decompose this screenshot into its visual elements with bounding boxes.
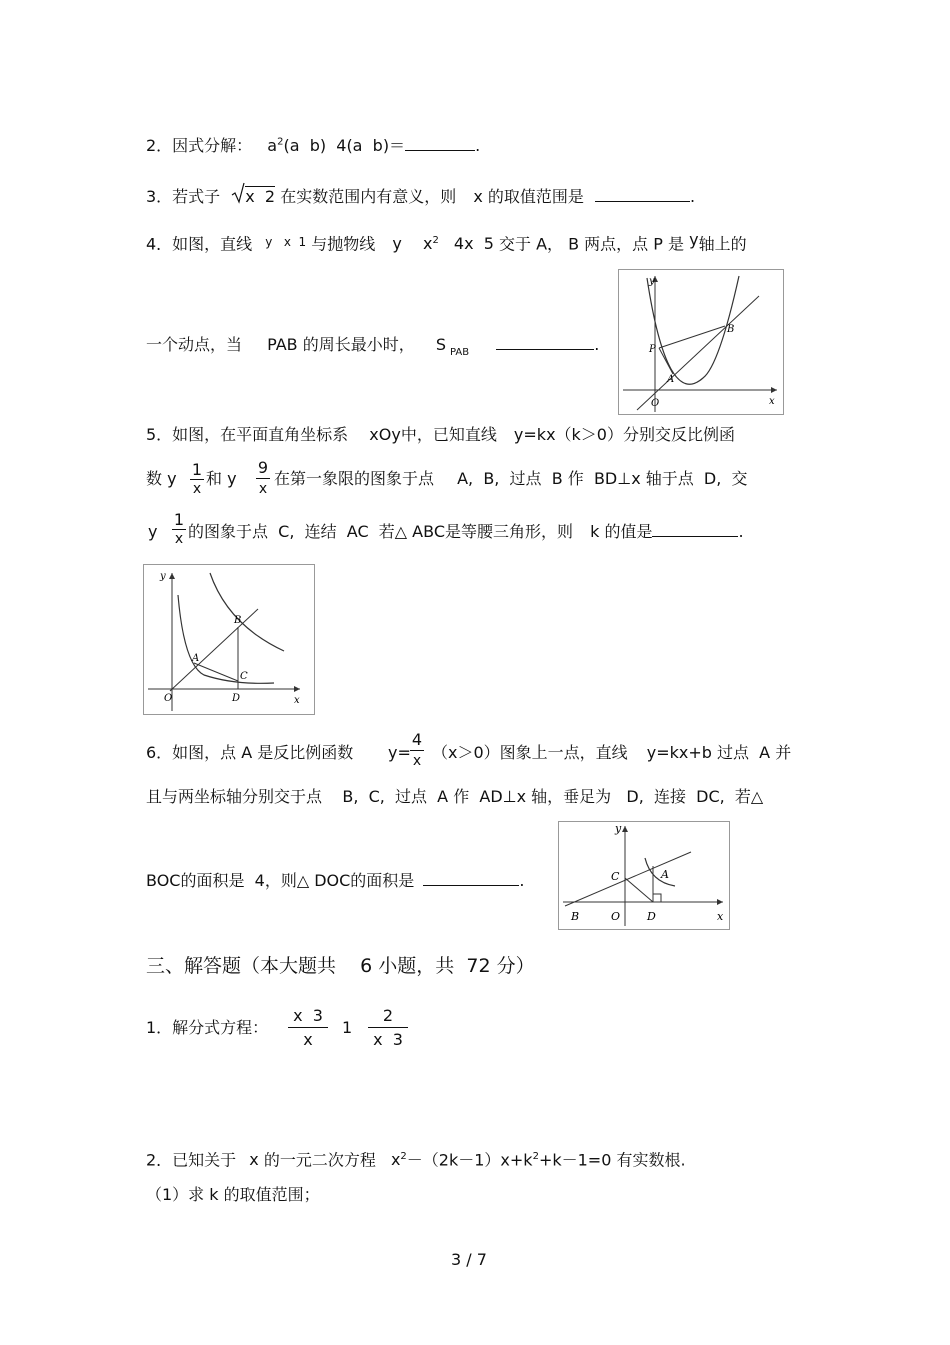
- q6-line-y-kx-b: [565, 852, 691, 906]
- q5-points: A, B, 过点 B 作 BD⊥x 轴于点 D, 交: [457, 469, 748, 488]
- q5-x-arrow-icon: [294, 686, 300, 692]
- sqrt-radical: [231, 186, 275, 205]
- radical-sign-icon: [231, 182, 245, 204]
- q5-fraction-2: [256, 460, 270, 496]
- question-4-line-1: [146, 230, 747, 254]
- q6-figure: [558, 821, 730, 930]
- q5-first-quadrant: 在第一象限的图象于点: [274, 469, 435, 488]
- q5-f3-numerator: 1: [173, 510, 185, 529]
- q5-intro: 5．如图，在平面直角坐标系: [146, 425, 349, 444]
- q6-area-text: BOC的面积是 4，则△ DOC的面积是: [146, 871, 415, 890]
- q6-axes-text: 且与两坐标轴分别交于点 B, C, 过点 A 作 AD⊥x 轴，垂足为 D, 连接 DC, 若△: [146, 787, 764, 806]
- q5-f2-numerator: 9: [257, 458, 269, 477]
- q3-answer-blank: [595, 187, 690, 202]
- q5-label-o: O: [164, 693, 173, 704]
- s2-eq-x: x: [390, 1150, 401, 1170]
- q4-with-parabola: 与抛物线: [311, 234, 376, 254]
- q5-label-c: C: [240, 671, 248, 682]
- q5-k-value: k 的值是: [590, 522, 653, 541]
- q4-y-axis-var: y: [689, 230, 699, 250]
- q4-parabola-y: y: [392, 234, 402, 254]
- s1-one: 1: [342, 1018, 353, 1037]
- q5-line3-y: y: [148, 522, 158, 541]
- q4-parabola-rest: 4x 5: [453, 234, 494, 254]
- q5-curve-9-over-x: [210, 573, 284, 651]
- q5-known-line: 中，已知直线: [400, 425, 497, 444]
- q3-period: .: [689, 187, 696, 206]
- q4-exponent: 2: [432, 235, 439, 246]
- s2-eq-end: +k－1=0 有实数根.: [538, 1150, 686, 1170]
- s2-eq-mid: －（2k－1）x+k: [406, 1150, 533, 1170]
- q4-answer-blank: [496, 335, 594, 350]
- q5-xoy: xOy: [369, 425, 401, 444]
- section-3-title: 三、解答题（本大题共 6 小题，共 72 分）: [146, 955, 535, 977]
- q2-number: 2．因式分解：: [146, 136, 253, 155]
- q4-segment-pa: [659, 348, 673, 374]
- q5-label-d: D: [232, 693, 241, 704]
- q6-label-d: D: [647, 910, 656, 923]
- s2-quadratic-text: 的一元二次方程: [263, 1150, 376, 1170]
- question-4-line-2: [146, 335, 600, 358]
- q4-label-y: y: [649, 276, 655, 287]
- q4-on-axis: 轴上的: [698, 234, 747, 254]
- q6-y-arrow-icon: [622, 826, 628, 832]
- q2-period: .: [475, 136, 481, 155]
- q4-parabola-curve: [647, 276, 739, 384]
- q5-label-x: x: [294, 695, 300, 706]
- q5-label-y: y: [160, 571, 166, 582]
- q2-exponent: 2: [277, 136, 284, 148]
- q4-graph: [619, 270, 783, 414]
- q6-f-denominator: x: [412, 753, 422, 769]
- q4-perimeter-text: PAB 的周长最小时，: [267, 335, 415, 354]
- solution-1-label: 1．解分式方程：: [146, 1018, 269, 1037]
- s1-fraction-2: [368, 1008, 408, 1048]
- q3-text: 在实数范围内有意义，则: [280, 187, 457, 206]
- q6-label-x: x: [717, 910, 724, 923]
- q5-isosceles-text: 的图象于点 C, 连结 AC 若△ ABC是等腰三角形，则: [188, 522, 573, 541]
- q5-label-a: A: [192, 653, 200, 664]
- q3-number: 3．若式子: [146, 187, 221, 206]
- q4-intersect-text: 交于 A， B 两点，点 P 是: [499, 234, 685, 254]
- s2-exponent: 2: [400, 1151, 407, 1162]
- s1-f1-numerator: x 3: [293, 1006, 323, 1025]
- q6-right-angle-icon: [653, 894, 661, 902]
- question-6-line-2: [146, 789, 763, 805]
- q5-and-y: 和 y: [206, 469, 237, 488]
- q4-figure: [618, 269, 784, 415]
- q6-label-o: O: [611, 910, 621, 923]
- q6-x-arrow-icon: [717, 899, 723, 905]
- page-number: [451, 1252, 487, 1268]
- solution-2-line-1: [146, 1152, 686, 1168]
- s1-f1-denominator: x: [303, 1030, 313, 1049]
- q4-label-a: A: [667, 374, 675, 385]
- q5-graph: [144, 565, 314, 714]
- q2-answer-blank: [405, 136, 475, 151]
- q6-y-equals: y=: [388, 743, 411, 762]
- q3-text2: 的取值范围是: [487, 187, 584, 206]
- question-5-line-2b: [274, 471, 748, 487]
- q4-moving-point: 一个动点，当: [146, 335, 243, 354]
- q5-answer-blank: [652, 522, 738, 537]
- question-6-line-1b: [432, 745, 791, 761]
- q2-expression: (a b) 4(a b)＝: [283, 136, 406, 155]
- q6-segment-dc: [625, 878, 653, 902]
- q4-x-arrow-icon: [771, 387, 777, 393]
- q5-fraction-3: [172, 512, 186, 546]
- q6-label-a: A: [661, 868, 669, 881]
- question-3: [146, 186, 695, 205]
- q4-area-subscript: PAB: [450, 347, 470, 358]
- q2-base: a: [267, 136, 278, 155]
- q5-f2-denominator: x: [258, 481, 268, 497]
- q5-f1-denominator: x: [192, 481, 202, 497]
- q6-graph: [559, 822, 729, 929]
- q4-label-x: x: [769, 396, 775, 407]
- q5-fraction-1: [190, 462, 204, 496]
- question-6-line-3: [146, 871, 524, 889]
- q4-period: .: [594, 335, 600, 354]
- q4-parabola-x: x: [422, 234, 433, 254]
- q5-y-arrow-icon: [169, 573, 175, 579]
- q4-label-b: B: [727, 324, 735, 335]
- s2-intro: 2．已知关于: [146, 1150, 237, 1170]
- q6-period: .: [519, 871, 525, 890]
- q5-line-equation: y=kx（k＞0）分别交反比例函: [513, 425, 735, 444]
- q6-curve-4-over-x: [645, 858, 675, 886]
- q4-label-o: O: [651, 398, 660, 409]
- s2-part1-text: （1）求 k 的取值范围；: [146, 1185, 320, 1204]
- page-number-text: 3 / 7: [451, 1250, 487, 1269]
- question-2: [146, 136, 480, 154]
- q6-label-b: B: [571, 910, 580, 923]
- q6-fraction: [410, 732, 424, 768]
- s2-var: x: [249, 1150, 259, 1170]
- q4-intro: 4．如图，直线: [146, 234, 253, 254]
- q3-radicand: x 2: [245, 187, 276, 206]
- q5-figure: [143, 564, 315, 715]
- q6-answer-blank: [423, 871, 519, 886]
- s1-f2-denominator: x 3: [373, 1030, 403, 1049]
- question-5-line-3: [188, 522, 744, 540]
- s2-exponent-k: 2: [532, 1151, 539, 1162]
- q5-f3-denominator: x: [174, 531, 184, 547]
- q4-area-s: S: [435, 335, 446, 354]
- section-3-heading: [146, 957, 535, 976]
- q6-line-equation: y=kx+b 过点 A 并: [646, 743, 792, 762]
- q3-var: x: [473, 187, 483, 206]
- q6-condition: （x＞0）图象上一点，直线: [432, 743, 628, 762]
- s1-f2-numerator: 2: [382, 1006, 394, 1025]
- q6-intro: 6．如图，点 A 是反比例函数: [146, 743, 354, 762]
- question-6-line-1: [146, 745, 353, 761]
- q6-label-c: C: [611, 870, 620, 883]
- q4-line-equation: y x 1: [265, 235, 307, 250]
- q5-func-y1: 数 y: [146, 469, 177, 488]
- s1-fraction-1: [288, 1008, 328, 1048]
- solution-2-part-1: [146, 1187, 320, 1203]
- q5-label-b: B: [234, 615, 242, 626]
- question-5-line-1: [146, 427, 735, 443]
- q6-f-numerator: 4: [411, 730, 423, 749]
- q5-f1-numerator: 1: [191, 460, 203, 479]
- q4-label-p: P: [649, 344, 656, 355]
- q5-period: .: [738, 522, 744, 541]
- question-5-line-2: [146, 471, 177, 487]
- q6-label-y: y: [615, 822, 622, 835]
